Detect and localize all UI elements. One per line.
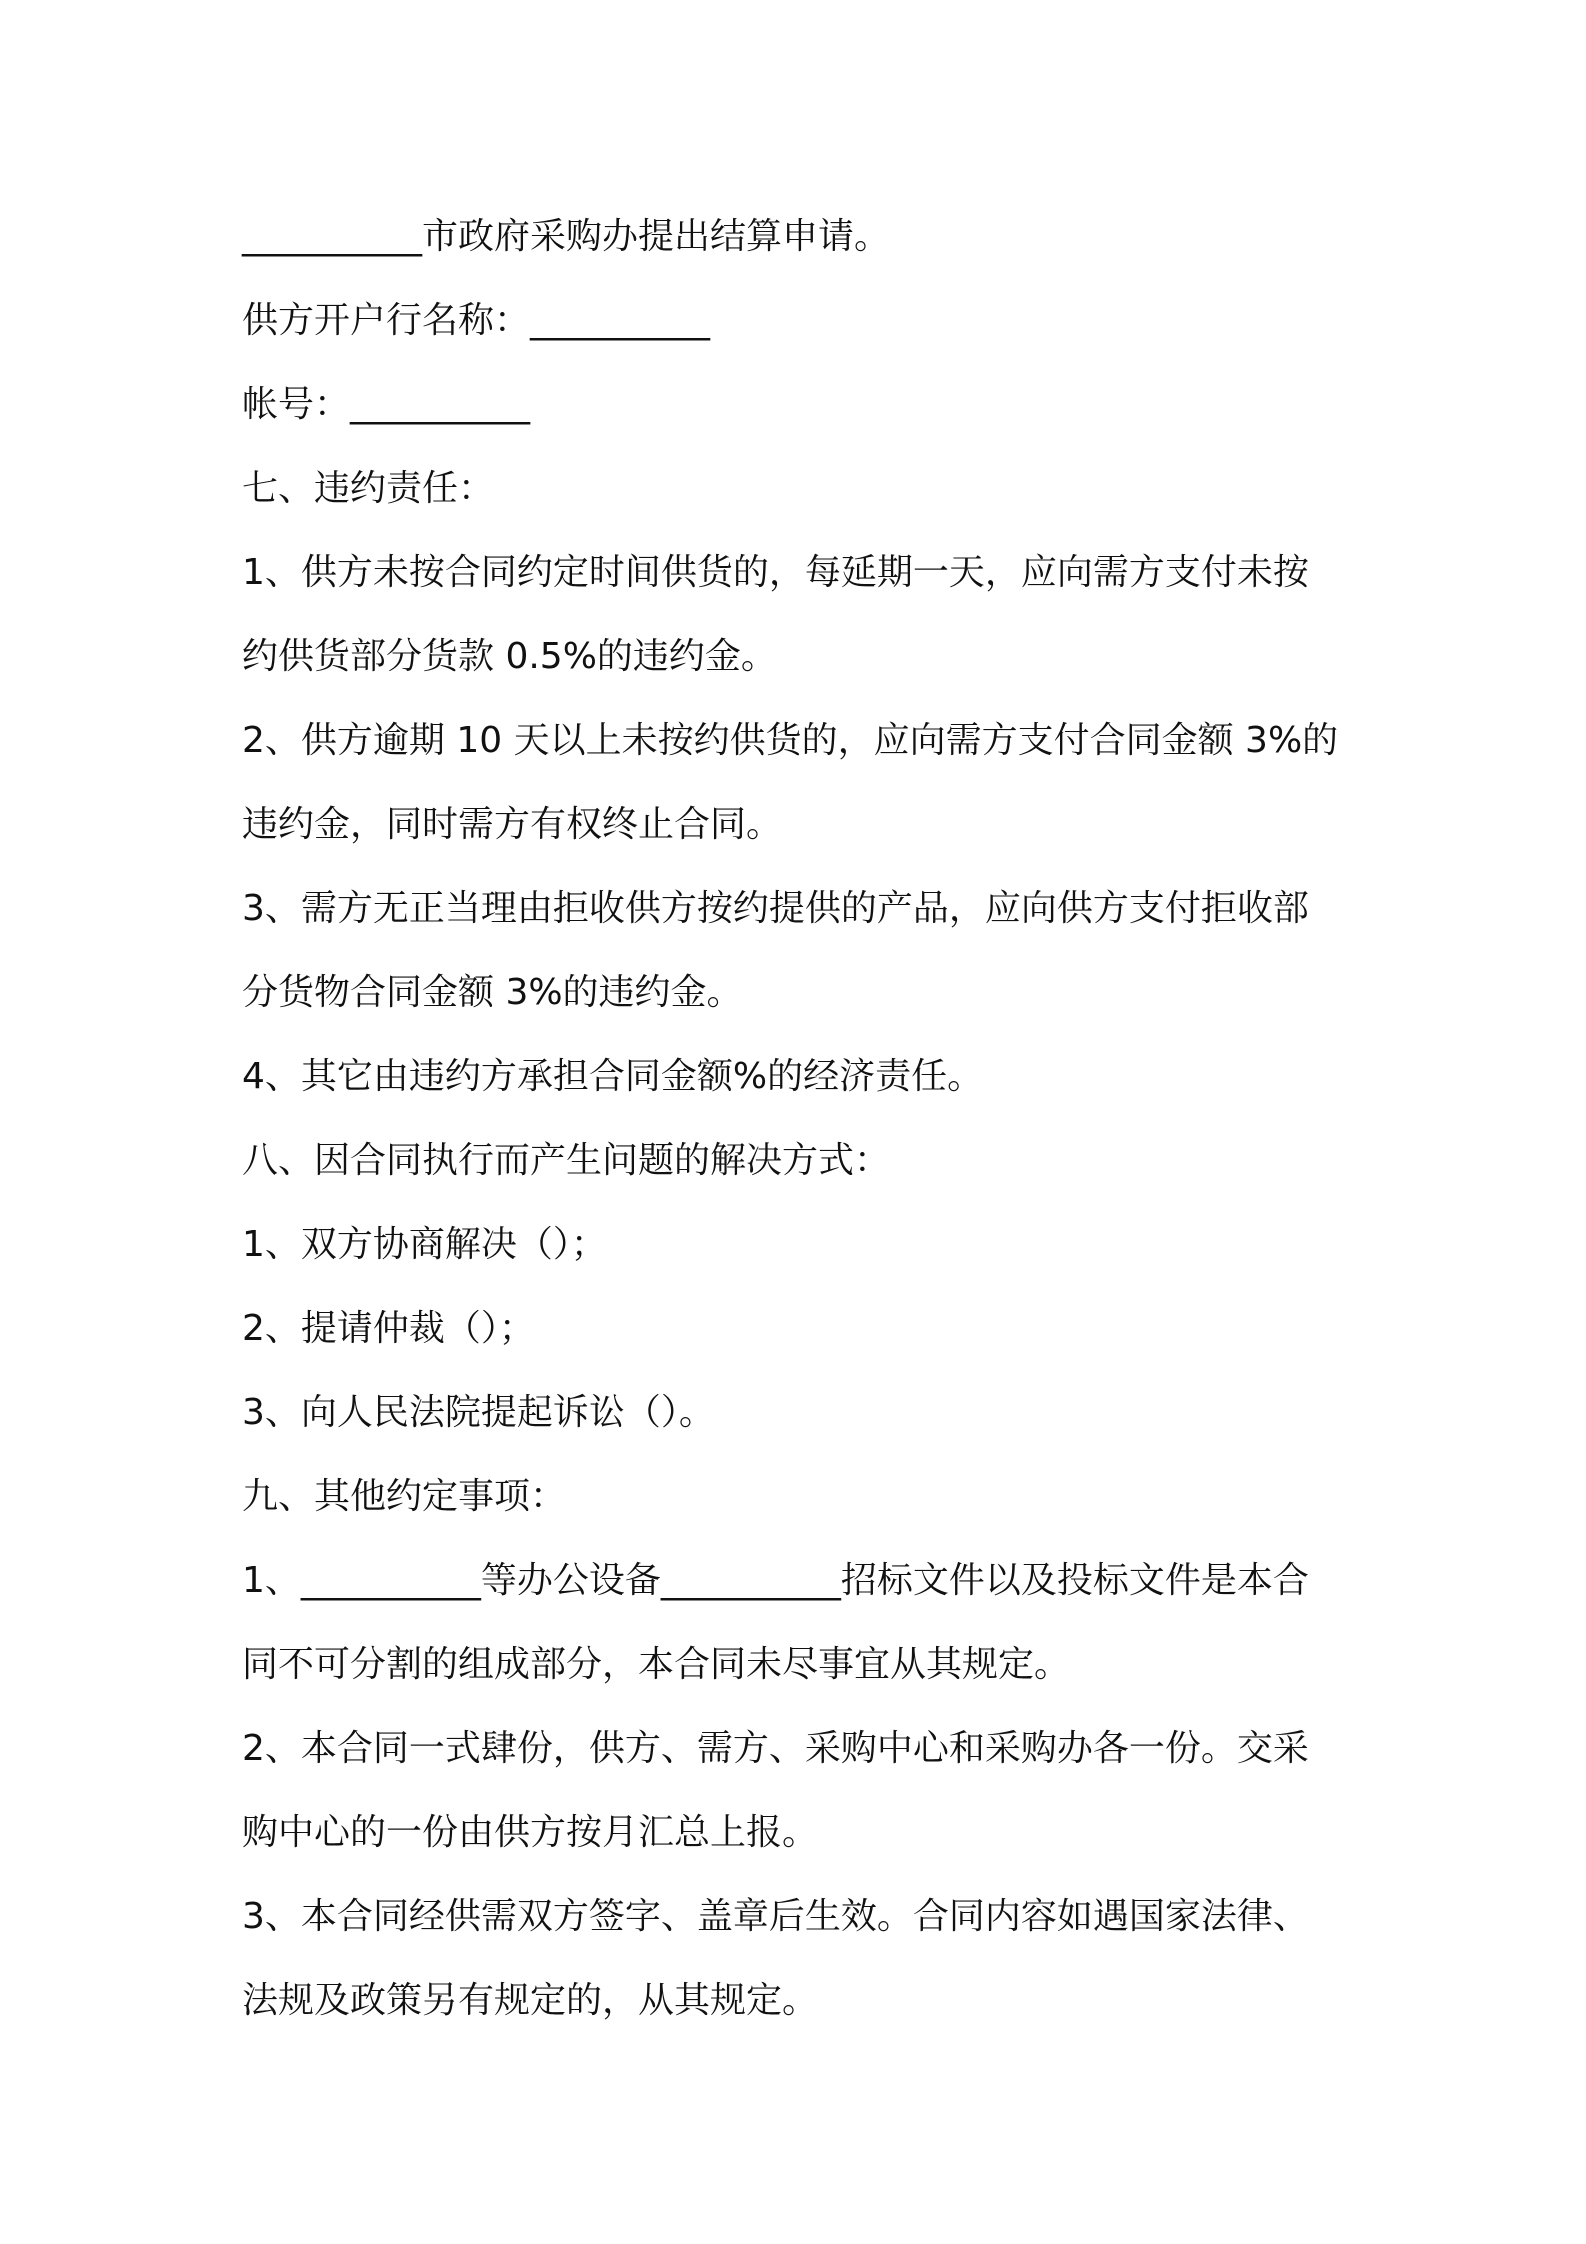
dispute-option-3: 3、向人民法院提起诉讼（）。 [242, 1392, 715, 1433]
other-clause-1-line-2: 同不可分割的组成部分，本合同未尽事宜从其规定。 [242, 1644, 1071, 1685]
breach-clause-2-line-2: 违约金，同时需方有权终止合同。 [242, 804, 783, 845]
breach-clause-3-line-1: 3、需方无正当理由拒收供方按约提供的产品，应向供方支付拒收部 [242, 888, 1309, 929]
other-clause-1-line-1: 1、__________等办公设备__________招标文件以及投标文件是本合 [242, 1560, 1309, 1601]
document-body [242, 195, 1362, 2043]
other-clause-3-line-2: 法规及政策另有规定的，从其规定。 [242, 1980, 819, 2021]
breach-clause-1-line-2: 约供货部分货款 0.5%的违约金。 [242, 636, 777, 677]
account-number-line: 帐号：__________ [242, 384, 531, 425]
section-heading-dispute-resolution: 八、因合同执行而产生问题的解决方式： [242, 1140, 891, 1181]
dispute-option-2: 2、提请仲裁（）； [242, 1308, 535, 1349]
section-heading-breach-liability: 七、违约责任： [242, 468, 495, 509]
other-clause-3-line-1: 3、本合同经供需双方签字、盖章后生效。合同内容如遇国家法律、 [242, 1896, 1309, 1937]
settlement-application-line: __________市政府采购办提出结算申请。 [242, 216, 891, 257]
breach-clause-2-line-1: 2、供方逾期 10 天以上未按约供货的，应向需方支付合同金额 3%的 [242, 720, 1339, 761]
breach-clause-4: 4、其它由违约方承担合同金额%的经济责任。 [242, 1056, 984, 1097]
breach-clause-3-line-2: 分货物合同金额 3%的违约金。 [242, 972, 743, 1013]
other-clause-2-line-1: 2、本合同一式肆份，供方、需方、采购中心和采购办各一份。交采 [242, 1728, 1309, 1769]
supplier-bank-name-line: 供方开户行名称：__________ [242, 300, 711, 341]
other-clause-2-line-2: 购中心的一份由供方按月汇总上报。 [242, 1812, 819, 1853]
section-heading-other-matters: 九、其他约定事项： [242, 1476, 567, 1517]
breach-clause-1-line-1: 1、供方未按合同约定时间供货的，每延期一天，应向需方支付未按 [242, 552, 1309, 593]
dispute-option-1: 1、双方协商解决（）； [242, 1224, 607, 1265]
